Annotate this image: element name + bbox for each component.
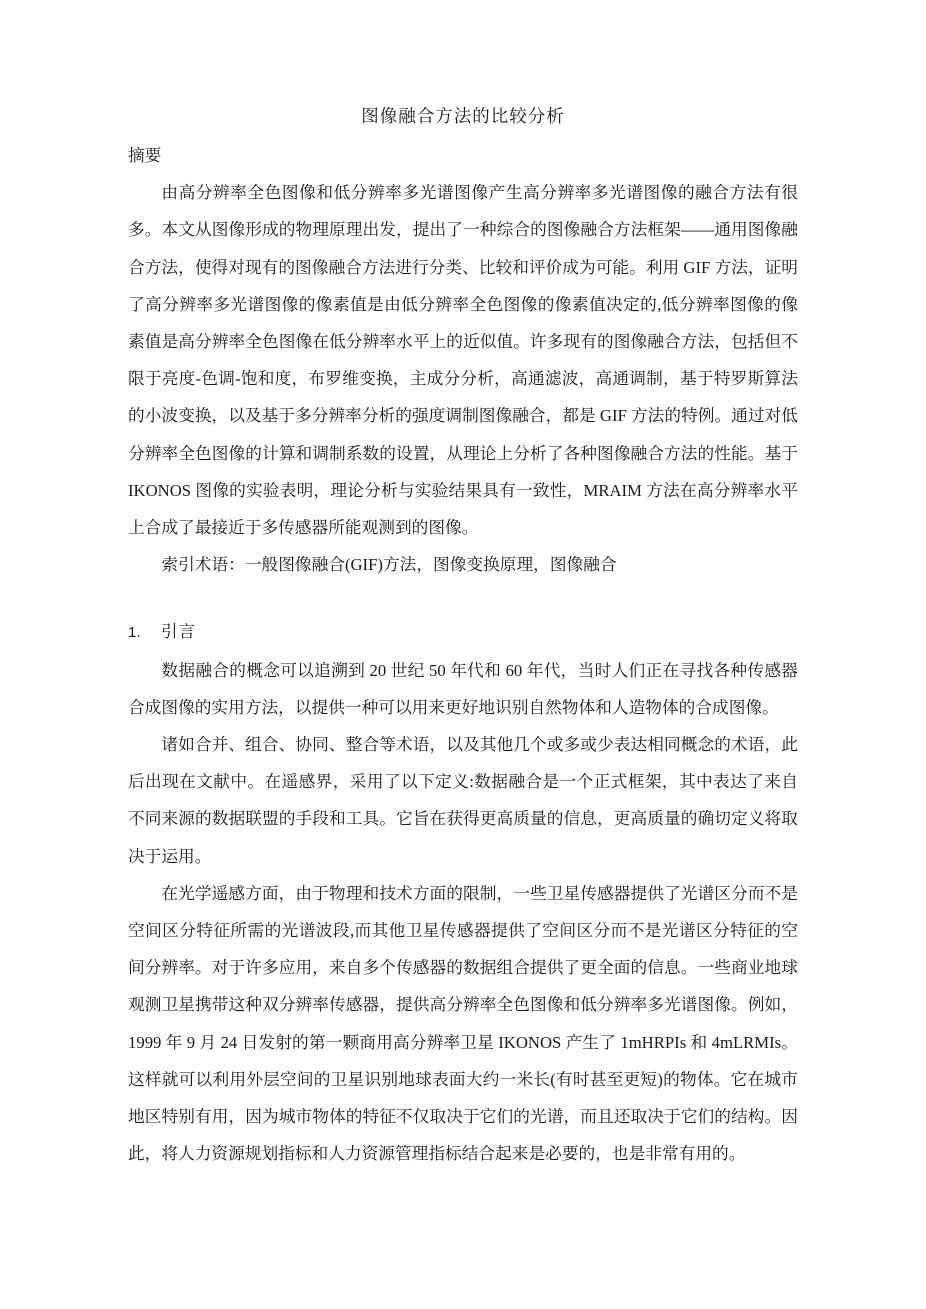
index-terms: 索引术语：一般图像融合(GIF)方法，图像变换原理，图像融合 xyxy=(161,555,617,575)
section-1-heading xyxy=(128,614,798,651)
intro-paragraph-3: 在光学遥感方面，由于物理和技术方面的限制，一些卫星传感器提供了光谱区分而不是空间区分特征所需的光谱波段,而其他卫星传感器提供了空间区分而不是光谱区分特征的空间分辨率。对于许多应用，来自多个传感器的数据组合提供了更全面的信息。一些商业地球观测卫星携带这种双分辨率传感器，提供高分辨率全色图像和低分辨率多光谱图像。例如，1999 年 9 月 24 日发射的第一颗商用高分辨率卫星 IKONOS 产生了 1mHRPIs 和 4mLRMIs。这样就可以利用外层空间的卫星识别地球表面大约一米长(有时甚至更短)的物体。它在城市地区特别有用，因为城市物体的特征不仅取决于它们的光谱，而且还取决于它们的结构。因此，将人力资源规划指标和人力资源管理指标结合起来是必要的，也是非常有用的。 xyxy=(128,883,798,1164)
intro-paragraph-2: 诸如合并、组合、协同、整合等术语，以及其他几个或多或少表达相同概念的术语，此后出现在文献中。在遥感界，采用了以下定义:数据融合是一个正式框架，其中表达了来自不同来源的数据联盟的手段和工具。它旨在获得更高质量的信息，更高质量的确切定义将取决于运用。 xyxy=(128,735,798,866)
section-title: 引言 xyxy=(161,623,196,642)
section-number: 1. xyxy=(128,624,141,642)
document-title: 图像融合方法的比较分析 xyxy=(361,106,565,126)
intro-paragraph-1: 数据融合的概念可以追溯到 20 世纪 50 年代和 60 年代，当时人们正在寻找各种传感器合成图像的实用方法，以提供一种可以用来更好地识别自然物体和人造物体的合成图像。 xyxy=(128,660,798,717)
abstract-label: 摘要 xyxy=(128,146,162,165)
abstract-paragraph: 由高分辨率全色图像和低分辨率多光谱图像产生高分辨率多光谱图像的融合方法有很多。本文从图像形成的物理原理出发，提出了一种综合的图像融合方法框架——通用图像融合方法，使得对现有的图像融合方法进行分类、比较和评价成为可能。利用 GIF 方法，证明了高分辨率多光谱图像的像素值是由低分辨率全色图像的像素值决定的,低分辨率图像的像素值是高分辨率全色图像在低分辨率水平上的近似值。许多现有的图像融合方法，包括但不限于亮度-色调-饱和度，布罗维变换，主成分分析，高通滤波，高通调制，基于特罗斯算法的小波变换，以及基于多分辨率分析的强度调制图像融合，都是 GIF 方法的特例。通过对低分辨率全色图像的计算和调制系数的设置，从理论上分析了各种图像融合方法的性能。基于 IKONOS 图像的实验表明，理论分析与实验结果具有一致性，MRAIM 方法在高分辨率水平上合成了最接近于多传感器所能观测到的图像。 xyxy=(128,183,798,538)
